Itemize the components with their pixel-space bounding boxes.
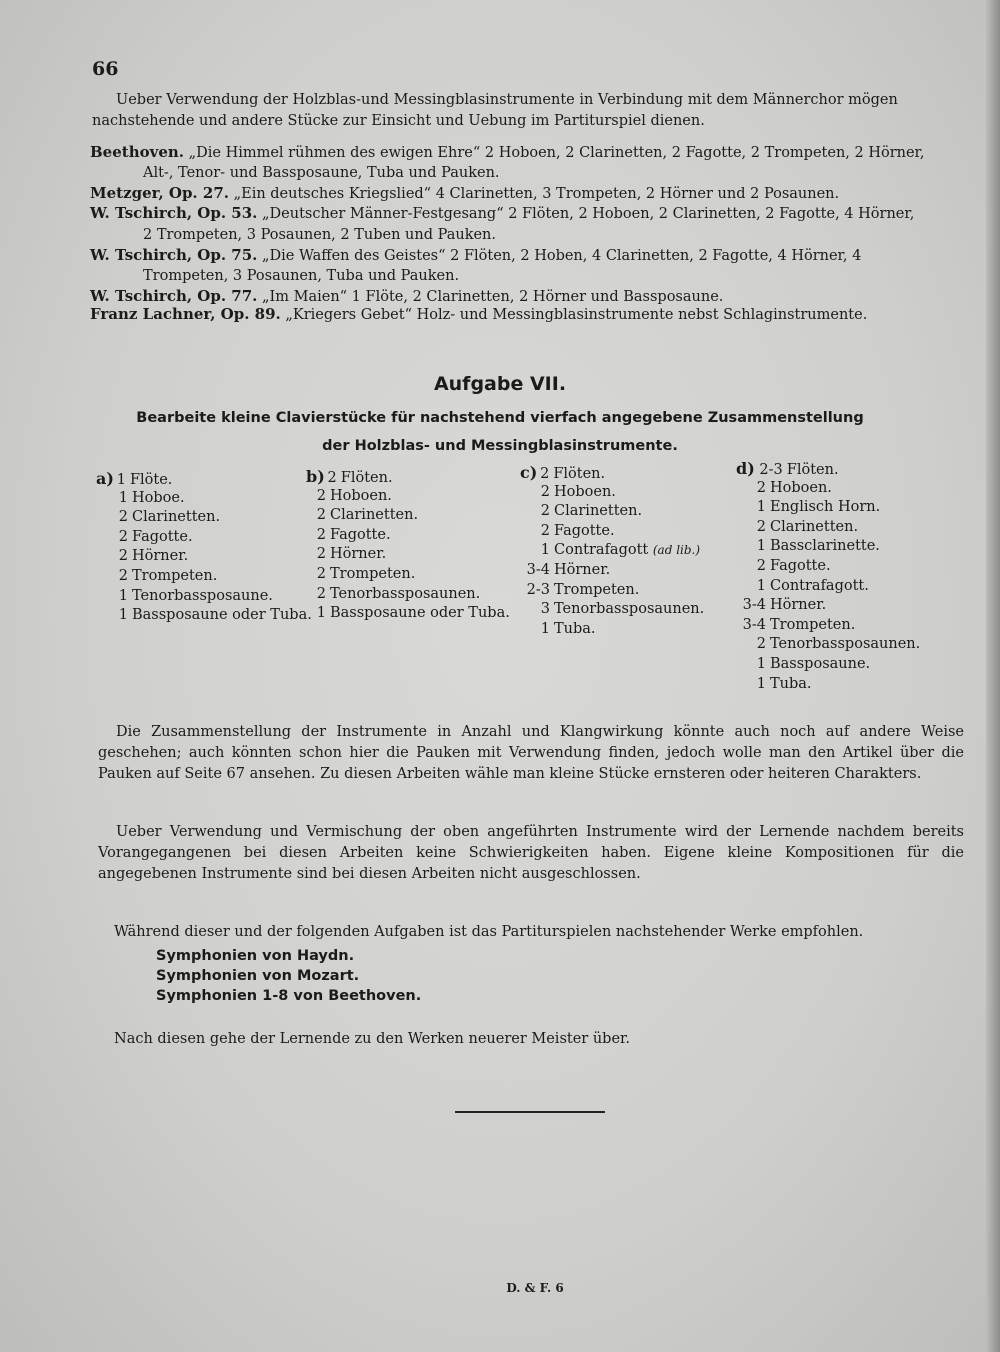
item-name: Flöten.: [553, 466, 606, 482]
composition-text: „Ein deutsches Kriegslied“ 4 Clarinetten, 3 Trompeten, 2 Hörner und 2 Posaunen.: [228, 186, 840, 202]
item-count: 2: [118, 548, 128, 565]
item-count: 2: [316, 487, 326, 504]
composition-text: „Kriegers Gebet“ Holz- und Messingblasinstrumente nebst Schlaginstrumente.: [280, 307, 868, 323]
item-count: 2: [316, 546, 326, 563]
composer: Metzger, Op. 27.: [90, 184, 229, 202]
item-count: 1: [756, 538, 766, 555]
closing-text: Nach diesen gehe der Lernende zu den Werken neuerer Meister über.: [114, 1031, 630, 1047]
composition-continuation: 2 Trompeten, 3 Posaunen, 2 Tuben und Pauken.: [143, 227, 497, 243]
item-name: Trompeten.: [554, 581, 640, 598]
item-count: 2: [118, 567, 128, 584]
section-divider: [455, 1111, 605, 1113]
composer: Beethoven.: [90, 143, 184, 161]
item-count: 2: [540, 483, 550, 500]
composition-entry: [90, 143, 925, 161]
composition-text: „Deutscher Männer-Festgesang“ 2 Flöten, 2 Hoboen, 2 Clarinetten, 2 Fagotte, 4 Hörner,: [257, 206, 915, 222]
composer: Franz Lachner, Op. 89.: [90, 305, 281, 323]
item-count: 2: [316, 565, 326, 582]
intro-line-1: Ueber Verwendung der Holzblas-und Messingblasinstrumente in Verbindung mit dem Männerchor mögen: [116, 92, 898, 108]
item-count: 2: [756, 479, 766, 496]
item-name: Flöten.: [786, 462, 839, 478]
item-count: 2: [316, 526, 326, 543]
composition-text: „Die Himmel rühmen des ewigen Ehre“ 2 Hoboen, 2 Clarinetten, 2 Fagotte, 2 Trompeten, 2 Hörner,: [184, 145, 925, 161]
item-name: Tenorbassposaunen.: [770, 636, 921, 653]
intro-line-2: nachstehende und andere Stücke zur Einsicht und Uebung im Partiturspiel dienen.: [92, 113, 705, 129]
item-name: Fagotte.: [554, 522, 615, 539]
item-count: 1: [756, 655, 766, 672]
item-name: Tenorbassposaunen.: [554, 601, 705, 618]
composition-continuation: Alt-, Tenor- und Bassposaune, Tuba und Pauken.: [143, 165, 500, 181]
item-name: Clarinetten.: [770, 518, 859, 535]
aufgabe-subtitle-2: der Holzblas- und Messingblasinstrumente.: [322, 438, 678, 454]
work-item: Symphonien von Mozart.: [156, 968, 360, 984]
item-count: 2: [327, 470, 337, 486]
instrument-column-c: [520, 463, 704, 639]
item-name: Hörner.: [132, 548, 189, 565]
recommended-works: [156, 946, 421, 1006]
item-name: Hoboen.: [770, 479, 832, 496]
item-count: 1: [756, 675, 766, 692]
item-count: 2: [756, 557, 766, 574]
composition-entry: [90, 184, 839, 202]
item-count: 1: [118, 587, 128, 604]
item-count: 1: [118, 489, 128, 506]
item-name: Flöten.: [340, 470, 393, 486]
item-name: Tuba.: [770, 675, 812, 692]
item-name: Hörner.: [770, 597, 827, 614]
item-name: Clarinetten.: [132, 509, 221, 526]
item-name: Trompeten.: [770, 616, 856, 633]
item-count: 2: [540, 466, 550, 482]
item-name: Hoboe.: [132, 489, 185, 506]
column-label: a): [96, 469, 114, 488]
item-name: Hörner.: [554, 561, 611, 578]
aufgabe-title: Aufgabe VII.: [433, 373, 567, 395]
paragraph-usage: Ueber Verwendung und Vermischung der oben angeführten Instrumente wird der Lernende nachdem bereits Vorangegangenen bei diesen Arbeiten keine Schwierigkeiten haben. Eigene kleine Kompositionen für die angegebenen Instrumente sind bei diesen Arbeiten nicht ausgeschlossen.: [98, 824, 964, 882]
column-label: d): [736, 459, 755, 478]
item-count: 1: [540, 620, 550, 637]
item-name: Bassclarinette.: [770, 538, 880, 555]
item-count: 1: [756, 577, 766, 594]
composition-continuation: Trompeten, 3 Posaunen, Tuba und Pauken.: [143, 268, 460, 284]
item-name: Bassposaune oder Tuba.: [132, 607, 312, 624]
instrument-column-d: [736, 459, 920, 694]
item-count: 3: [540, 601, 550, 618]
item-name: Flöte.: [129, 472, 173, 488]
item-count: 2: [756, 636, 766, 653]
item-count: 1: [316, 605, 326, 622]
item-count: 1: [756, 499, 766, 516]
item-count: 1: [540, 542, 550, 559]
item-count: 2: [118, 528, 128, 545]
page-edge-shadow: [986, 0, 1000, 1352]
composer: W. Tschirch, Op. 77.: [90, 287, 258, 305]
item-name: Contrafagott.: [770, 577, 869, 594]
item-name: Hoboen.: [330, 487, 392, 504]
item-name: Fagotte.: [132, 528, 193, 545]
item-count: 2: [118, 509, 128, 526]
instrument-column-b: [306, 467, 510, 624]
item-name: Tenorbassposaune.: [132, 587, 273, 604]
item-name: Contrafagott: [554, 542, 649, 559]
item-count: 2: [540, 522, 550, 539]
recommendation-text: Während dieser und der folgenden Aufgaben ist das Partiturspielen nachstehender Werke empfohlen.: [114, 924, 864, 940]
composition-entry: [90, 305, 867, 323]
composition-text: „Im Maien“ 1 Flöte, 2 Clarinetten, 2 Hörner und Bassposaune.: [257, 289, 724, 305]
page-number: 66: [92, 58, 119, 80]
item-name: Englisch Horn.: [770, 499, 881, 516]
item-count: 2: [756, 518, 766, 535]
composition-entry: [90, 246, 861, 264]
item-count: 1: [116, 472, 126, 488]
composer: W. Tschirch, Op. 53.: [90, 204, 258, 222]
item-count: 3-4: [742, 616, 766, 633]
item-name: Bassposaune.: [770, 655, 871, 672]
item-count: 3-4: [526, 561, 550, 578]
composition-text: „Die Waffen des Geistes“ 2 Flöten, 2 Hoben, 4 Clarinetten, 2 Fagotte, 4 Hörner, 4: [257, 248, 862, 264]
item-count: 2: [316, 585, 326, 602]
item-name: Hoboen.: [554, 483, 616, 500]
column-label: c): [520, 463, 538, 482]
ad-lib-note: (ad lib.): [652, 543, 701, 558]
item-count: 1: [118, 607, 128, 624]
item-name: Trompeten.: [330, 565, 416, 582]
item-count: 3-4: [742, 597, 766, 614]
item-name: Tuba.: [554, 620, 596, 637]
item-count: 2-3: [526, 581, 550, 598]
item-name: Clarinetten.: [330, 507, 419, 524]
item-count: 2: [316, 507, 326, 524]
item-name: Fagotte.: [330, 526, 391, 543]
composer: W. Tschirch, Op. 75.: [90, 246, 258, 264]
footer-mark: D. & F. 6: [506, 1281, 564, 1295]
instrument-column-a: [96, 469, 312, 626]
composition-entry: [90, 287, 723, 305]
work-item: Symphonien 1-8 von Beethoven.: [156, 988, 422, 1004]
item-count: 2-3: [759, 462, 783, 478]
item-name: Clarinetten.: [554, 503, 643, 520]
work-item: Symphonien von Haydn.: [156, 948, 355, 964]
column-label: b): [306, 467, 325, 486]
item-name: Tenorbassposaunen.: [330, 585, 481, 602]
composition-entry: [90, 204, 914, 222]
item-count: 2: [540, 503, 550, 520]
item-name: Bassposaune oder Tuba.: [330, 605, 510, 622]
aufgabe-subtitle-1: Bearbeite kleine Clavierstücke für nachstehend vierfach angegebene Zusammenstellung: [136, 410, 864, 426]
item-name: Trompeten.: [132, 567, 218, 584]
item-name: Fagotte.: [770, 557, 831, 574]
paragraph-instrument-combination: Die Zusammenstellung der Instrumente in Anzahl und Klangwirkung könnte auch noch auf andere Weise geschehen; auch könnten schon hier die Pauken mit Verwendung finden, jedoch wolle man den Artikel über die Pauken auf Seite 67 ansehen. Zu diesen Arbeiten wähle man kleine Stücke ernsteren oder heiteren Charakters.: [98, 724, 964, 782]
item-name: Hörner.: [330, 546, 387, 563]
